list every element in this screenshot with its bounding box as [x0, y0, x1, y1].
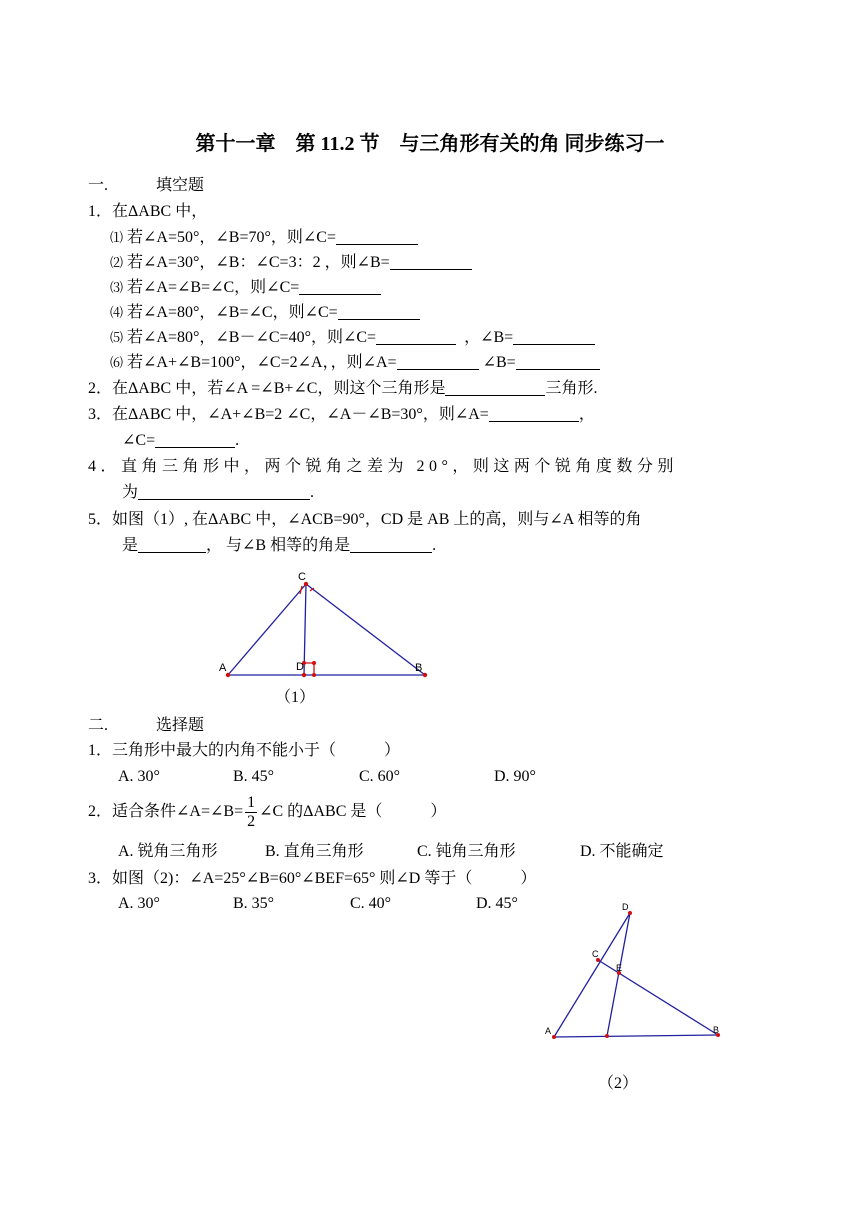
s2-q2-text: 2．适合条件∠A=∠B=: [88, 803, 244, 820]
section2-title: 选择题: [156, 717, 205, 734]
q5-line1: 5．如图（1）, 在ΔABC 中，∠ACB=90°，CD 是 AB 上的高，则与∠A 相等的角: [88, 511, 642, 528]
q1-stem: 1．在ΔABC 中，: [88, 203, 208, 220]
q3-period: .: [235, 432, 240, 449]
q3-comma: ，: [578, 406, 595, 423]
q5-text: ， 与∠B 相等的角是: [206, 537, 351, 554]
q3-text: 3．在ΔABC 中，∠A+∠B=2 ∠C，∠A－∠B=30°，则∠A=: [88, 406, 489, 423]
s2-q3-stem: 3．如图（2)：∠A=25°∠B=60°∠BEF=65° 则∠D 等于（ ）: [88, 870, 537, 887]
fraction-numerator: 1: [247, 793, 256, 811]
s2-q2-option-c[interactable]: C. 钝角三角形: [417, 843, 516, 860]
s2-q3-option-b[interactable]: B. 35°: [233, 895, 275, 912]
figure1-caption: （1）: [275, 689, 316, 706]
part-text: 若∠A=30°，∠B：∠C=3：2 ，则∠B=: [127, 254, 390, 271]
part-number: ⑴: [110, 230, 124, 245]
part-number: ⑵: [110, 255, 124, 270]
s2-q1-option-c[interactable]: C. 60°: [359, 768, 401, 785]
s2-q2-option-d[interactable]: D. 不能确定: [580, 843, 664, 860]
section1-number: 一.: [88, 177, 109, 194]
part-text: 若∠A=∠B=∠C，则∠C=: [127, 279, 300, 296]
q5-period: .: [432, 537, 437, 554]
section2-number: 二.: [88, 717, 109, 734]
s2-q2-option-b[interactable]: B. 直角三角形: [265, 843, 364, 860]
figure1-label-a: A: [219, 662, 227, 674]
part-text: ，∠B=: [464, 329, 514, 346]
s2-q2-option-a[interactable]: A. 锐角三角形: [118, 843, 218, 860]
figure1-label-b: B: [415, 662, 423, 674]
s2-q1-option-b[interactable]: B. 45°: [233, 768, 275, 785]
part-text: 若∠A=50°，∠B=70°，则∠C=: [127, 229, 337, 246]
figure2-label-a: A: [545, 1026, 552, 1036]
figure2-label-e: E: [616, 963, 623, 973]
fraction-denominator: 2: [247, 812, 256, 830]
q3-text: ∠C=: [122, 432, 156, 449]
s2-q2-stem: [88, 792, 446, 832]
q5-text: 是: [122, 537, 139, 554]
q2-text-end: 三角形.: [545, 380, 598, 397]
q4-line1: 4．直角三角形中，两个锐角之差为 20°，则这两个锐角度数分别: [88, 458, 678, 475]
part-text: 若∠A+∠B=100°，∠C=2∠A，，则∠A=: [127, 354, 397, 371]
s2-q3-option-d[interactable]: D. 45°: [476, 895, 518, 912]
figure2-label-d: D: [622, 902, 629, 912]
section1-title: 填空题: [156, 177, 205, 194]
part-number: ⑹: [110, 355, 124, 370]
page-title: 第十一章 第 11.2 节 与三角形有关的角 同步练习一: [195, 133, 665, 155]
s2-q3-option-c[interactable]: C. 40°: [350, 895, 392, 912]
part-text: 若∠A=80°，∠B－∠C=40°，则∠C=: [127, 329, 377, 346]
s2-q2-text: ∠C 的ΔABC 是（ ）: [259, 803, 447, 820]
figure2-caption: （2）: [598, 1075, 639, 1092]
q2-text: 2．在ΔABC 中，若∠A =∠B+∠C，则这个三角形是: [88, 380, 446, 397]
part-number: ⑶: [110, 280, 124, 295]
s2-q3-option-a[interactable]: A. 30°: [118, 895, 160, 912]
part-number: ⑸: [110, 330, 124, 345]
figure2-label-c: C: [592, 949, 599, 959]
fraction-half: [245, 794, 257, 831]
s2-q1-stem: 1．三角形中最大的内角不能小于（ ）: [88, 742, 401, 759]
section2-heading: [88, 716, 204, 736]
q4-text: 为: [122, 484, 139, 501]
part-number: ⑷: [110, 305, 124, 320]
s2-q1-option-d[interactable]: D. 90°: [494, 768, 536, 785]
q4-period: .: [310, 484, 315, 501]
s2-q1-option-a[interactable]: A. 30°: [118, 768, 160, 785]
part-text: ∠B=: [482, 354, 516, 371]
figure1-label-c: C: [298, 571, 306, 583]
part-text: 若∠A=80°，∠B=∠C，则∠C=: [127, 304, 338, 321]
figure2-label-b: B: [713, 1025, 720, 1035]
figure1-label-d: D: [296, 661, 304, 673]
